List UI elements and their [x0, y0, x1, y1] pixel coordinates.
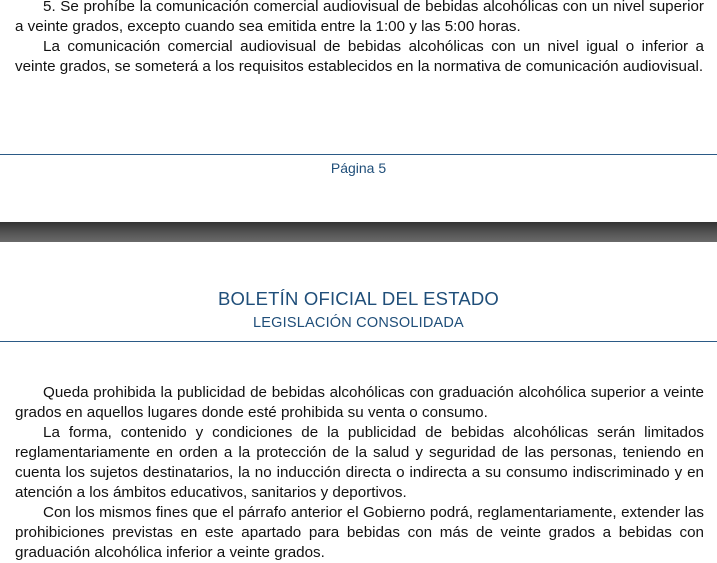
- paragraph-advertising-prohibition: Queda prohibida la publicidad de bebidas alcohólicas con graduación alcohólica superior a veinte grados en aquellos lugares donde esté prohibida su venta o consumo.: [15, 384, 704, 421]
- page-separator: [0, 222, 717, 242]
- paragraph-5-prohibition: 5. Se prohíbe la comunicación comercial audiovisual de bebidas alcohólicas con un nivel superior a veinte grados, excepto cuando sea emitida entre la 1:00 y las 5:00 horas.: [15, 0, 704, 35]
- paragraph-government-extension: Con los mismos fines que el párrafo anterior el Gobierno podrá, reglamentariamente, extender las prohibiciones previstas en este apartado para bebidas con más de veinte grados a bebidas con graduación alcohólica inferior a veinte grados.: [15, 504, 704, 561]
- boe-header-title: BOLETÍN OFICIAL DEL ESTADO: [217, 288, 500, 309]
- header-divider: [0, 341, 717, 342]
- paragraph-advertising-regulation: La forma, contenido y condiciones de la publicidad de bebidas alcohólicas serán limitados reglamentariamente en orden a la protección de la salud y seguridad de las personas, teniendo en cuenta los sujetos destinatarios, la no inducción directa o indirecta a su consumo indiscriminado y en atención a los ámbitos educativos, sanitarios y deportivos.: [15, 424, 704, 501]
- page-number: Página 5: [330, 160, 387, 176]
- boe-header-subtitle: LEGISLACIÓN CONSOLIDADA: [253, 315, 464, 331]
- previous-page: [0, 0, 717, 222]
- footer-divider: [0, 154, 717, 155]
- paragraph-audiovisual-requirements: La comunicación comercial audiovisual de bebidas alcohólicas con un nivel igual o inferior a veinte grados, se someterá a los requisitos establecidos en la normativa de comunicación audiovisual.: [15, 38, 704, 75]
